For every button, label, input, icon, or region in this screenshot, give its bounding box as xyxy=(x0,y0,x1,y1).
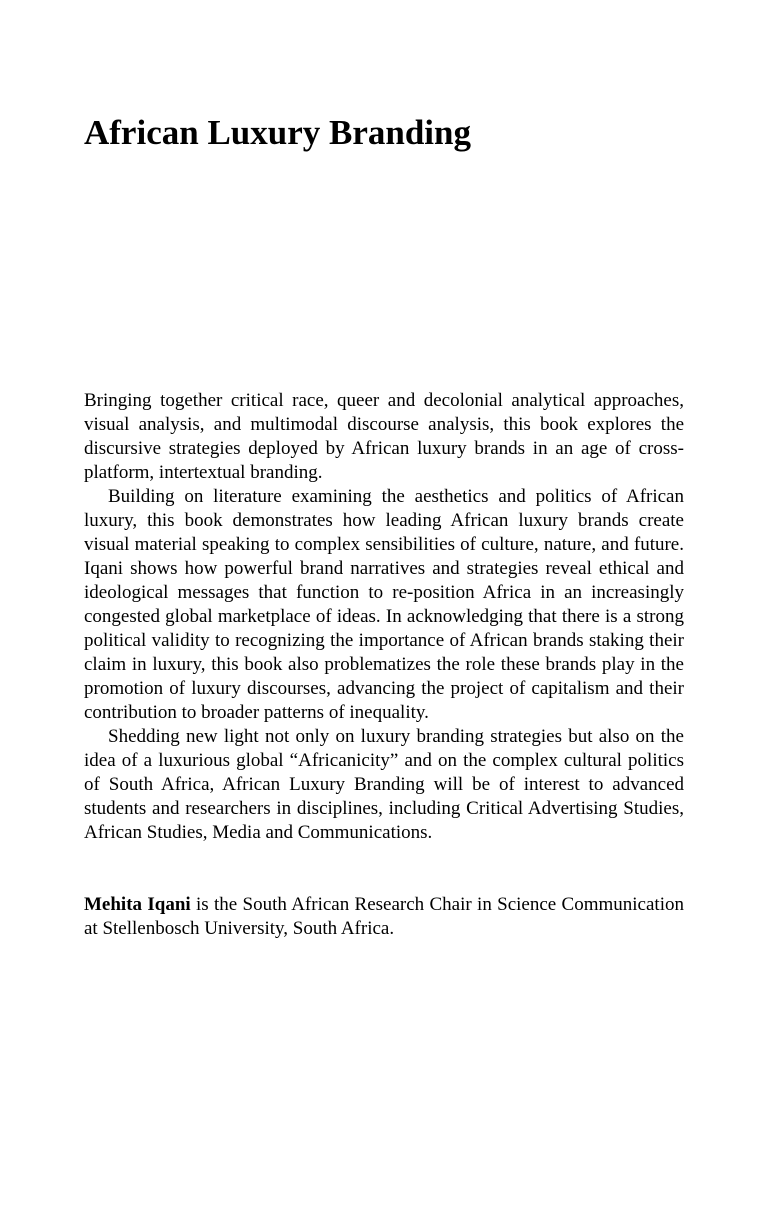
description-paragraph-1: Bringing together critical race, queer and decolonial analytical approaches, visual analysis, and multimodal discourse analysis, this book explores the discursive strategies deployed by African luxury brands in an age of cross-platform, intertextual branding. xyxy=(84,390,684,483)
author-name: Mehita Iqani xyxy=(84,894,191,915)
book-description xyxy=(84,389,684,845)
author-bio-text: is the South African Research Chair in Science Communication at Stellenbosch University, South Africa. xyxy=(84,894,684,939)
author-bio xyxy=(84,893,684,941)
description-paragraph-2: Building on literature examining the aesthetics and politics of African luxury, this book demonstrates how leading African luxury brands create visual material speaking to complex sensibilities of culture, nature, and future. Iqani shows how powerful brand narratives and strategies reveal ethical and ideological messages that function to re-position Africa in an increasingly congested global marketplace of ideas. In acknowledging that there is a strong political validity to recognizing the importance of African brands staking their claim in luxury, this book also problematizes the role these brands play in the promotion of luxury discourses, advancing the project of capitalism and their contribution to broader patterns of inequality. xyxy=(84,486,684,723)
book-title: African Luxury Branding xyxy=(84,113,471,152)
description-paragraph-3: Shedding new light not only on luxury branding strategies but also on the idea of a luxurious global “Africanicity” and on the complex cultural politics of South Africa, African Luxury Branding will be of interest to advanced students and researchers in disciplines, including Critical Advertising Studies, African Studies, Media and Communications. xyxy=(84,726,684,843)
